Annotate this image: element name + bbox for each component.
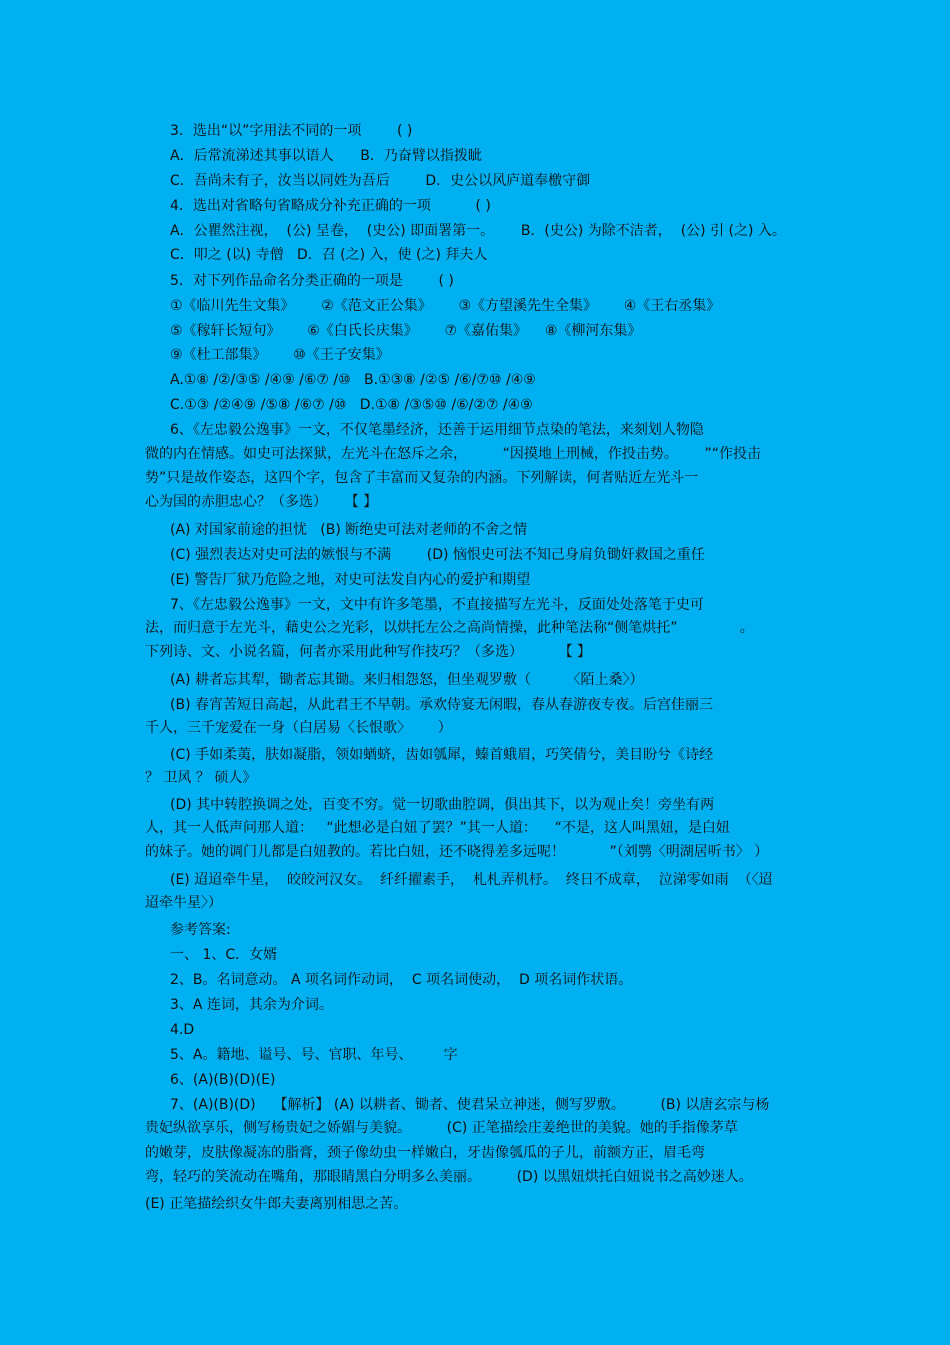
q3-options-ab: A．后常流涕述其事以语人 B．乃奋臂以指拨眦 — [170, 148, 482, 164]
q6-stem-3: 势”只是故作姿态，这四个字，包含了丰富而又复杂的内涵。下列解读，何者贴近左光斗一 — [145, 470, 699, 486]
q7-option-d-2: 人，其一人低声问那人道： “此想必是白妞了罢？”其一人道： “不是，这人叫黑妞，是白妞 — [145, 820, 730, 836]
answer-7-2: 贵妃纵欲享乐，侧写杨贵妃之娇媚与美貌。 (C) 正笔描绘庄姜绝世的美貌。她的手指像茅草 — [145, 1120, 738, 1136]
q7-option-c-1: (C) 手如柔荑，肤如凝脂，领如蝤蛴，齿如瓠犀，螓首蛾眉，巧笑倩兮，美目盼兮《诗经 — [170, 747, 714, 763]
q5-options-ab: A.①⑧ /②/③⑤ /④⑨ /⑥⑦ /⑩ B.①③⑧ /②⑤ /⑥/⑦⑩ /④⑨ — [170, 372, 536, 388]
q7-option-b-1: (B) 春宵苦短日高起，从此君王不早朝。承欢侍宴无闲暇，春从春游夜专夜。后宫佳丽三 — [170, 697, 713, 713]
answer-4: 4.D — [170, 1022, 195, 1038]
q7-stem-1: 7、《左忠毅公逸事》一文，文中有许多笔墨，不直接描写左光斗，反面处处落笔于史可 — [170, 597, 704, 613]
q7-option-c-2: ？ 卫风 ？ 硕人》 — [145, 770, 257, 786]
answer-3: 3、A 连词，其余为介词。 — [170, 997, 333, 1013]
q4-options-ab: A．公瞿然注视， (公) 呈卷， (史公) 即面署第一。 B．(史公) 为除不洁者， (公) 引 (之) 入。 — [170, 223, 786, 239]
q6-stem-2: 微的内在情感。如史可法探狱，左光斗在怒斥之余， “因摸地上刑械，作投击势。 ”“作投击 — [145, 446, 762, 462]
q4-stem: 4．选出对省略句省略成分补充正确的一项 ( ) — [170, 198, 491, 214]
q6-options-ab: (A) 对国家前途的担忧 (B) 断绝史可法对老师的不舍之情 — [170, 522, 528, 538]
q5-options-cd: C.①③ /②④⑨ /⑤⑧ /⑥⑦ /⑩ D.①⑧ /③⑤⑩ /⑥/②⑦ /④⑨ — [170, 397, 533, 413]
q7-stem-3: 下列诗、文、小说名篇，何者亦采用此种写作技巧？（多选） 【 】 — [145, 644, 592, 660]
q7-option-e-2: 迢牵牛星〉） — [145, 895, 222, 911]
answer-7-5: (E) 正笔描绘织女牛郎夫妻离别相思之苦。 — [145, 1196, 408, 1212]
q5-works-3: ⑨《杜工部集》 ⑩《王子安集》 — [170, 347, 390, 363]
q5-stem: 5．对下列作品命名分类正确的一项是 ( ) — [170, 273, 454, 289]
q6-options-cd: (C) 强烈表达对史可法的嫉恨与不满 (D) 恼恨史可法不知己身肩负锄奸救国之重任 — [170, 547, 705, 563]
answer-7-1: 7、(A)(B)(D) 【解析】 (A) 以耕者、锄者、使君呆立神迷，侧写罗敷。 (B) 以唐玄宗与杨 — [170, 1097, 770, 1113]
q7-option-d-3: 的妹子。她的调门儿都是白妞教的。若比白妞，还不晓得差多远呢！ ”（刘鹗〈明湖居听书〉 ） — [145, 844, 769, 860]
answer-6: 6、(A)(B)(D)(E) — [170, 1072, 276, 1088]
answer-7-4: 弯，轻巧的笑流动在嘴角，那眼睛黑白分明多么美丽。 (D) 以黑妞烘托白妞说书之高妙迷人。 — [145, 1169, 753, 1185]
q5-works-1: ①《临川先生文集》 ②《范文正公集》 ③《方望溪先生全集》 ④《王右丞集》 — [170, 298, 721, 314]
q3-options-cd: C．吾尚未有子，汝当以同姓为吾后 D．史公以风庐道奉檄守御 — [170, 173, 591, 189]
q7-option-b-2: 千人，三千宠爱在一身（白居易〈长恨歌〉 ） — [145, 720, 452, 736]
q6-stem-4: 心为国的赤胆忠心？（多选） 【 】 — [145, 494, 378, 510]
answer-2: 2、B。名词意动。 A 项名词作动词， C 项名词使动， D 项名词作状语。 — [170, 972, 633, 988]
answer-1: 一、 1、C．女婿 — [170, 947, 278, 963]
q3-stem: 3．选出“以”字用法不同的一项 ( ) — [170, 123, 413, 139]
q7-option-d-1: (D) 其中转腔换调之处，百变不穷。觉一切歌曲腔调，俱出其下，以为观止矣！旁坐有两 — [170, 797, 715, 813]
q7-stem-2: 法，而归意于左光斗，藉史公之光彩，以烘托左公之高尚情操，此种笔法称“侧笔烘托” 。 — [145, 620, 754, 636]
q5-works-2: ⑤《稼轩长短句》 ⑥《白氏长庆集》 ⑦《嘉佑集》 ⑧《柳河东集》 — [170, 323, 642, 339]
q7-option-a: (A) 耕者忘其犁，锄者忘其锄。来归相怨怒，但坐观罗敷（ 〈陌上桑〉） — [170, 672, 644, 688]
q6-option-e: (E) 警告厂狱乃危险之地，对史可法发自内心的爱护和期望 — [170, 572, 531, 588]
q6-stem-1: 6、《左忠毅公逸事》一文，不仅笔墨经济，还善于运用细节点染的笔法，来刻划人物隐 — [170, 422, 704, 438]
answer-5: 5、A。籍地、谥号、号、官职、年号、 字 — [170, 1047, 458, 1063]
answers-heading: 参考答案: — [170, 922, 231, 938]
q4-options-cd: C．叩之 (以) 寺僧 D．召 (之) 入，使 (之) 拜夫人 — [170, 247, 488, 263]
answer-7-3: 的嫩芽，皮肤像凝冻的脂膏，颈子像幼虫一样嫩白，牙齿像瓠瓜的子儿，前额方正，眉毛弯 — [145, 1145, 705, 1161]
q7-option-e-1: (E) 迢迢牵牛星， 皎皎河汉女。 纤纤擢素手， 札札弄机杼。 终日不成章， 泣涕零如雨 （〈迢 — [170, 872, 773, 888]
